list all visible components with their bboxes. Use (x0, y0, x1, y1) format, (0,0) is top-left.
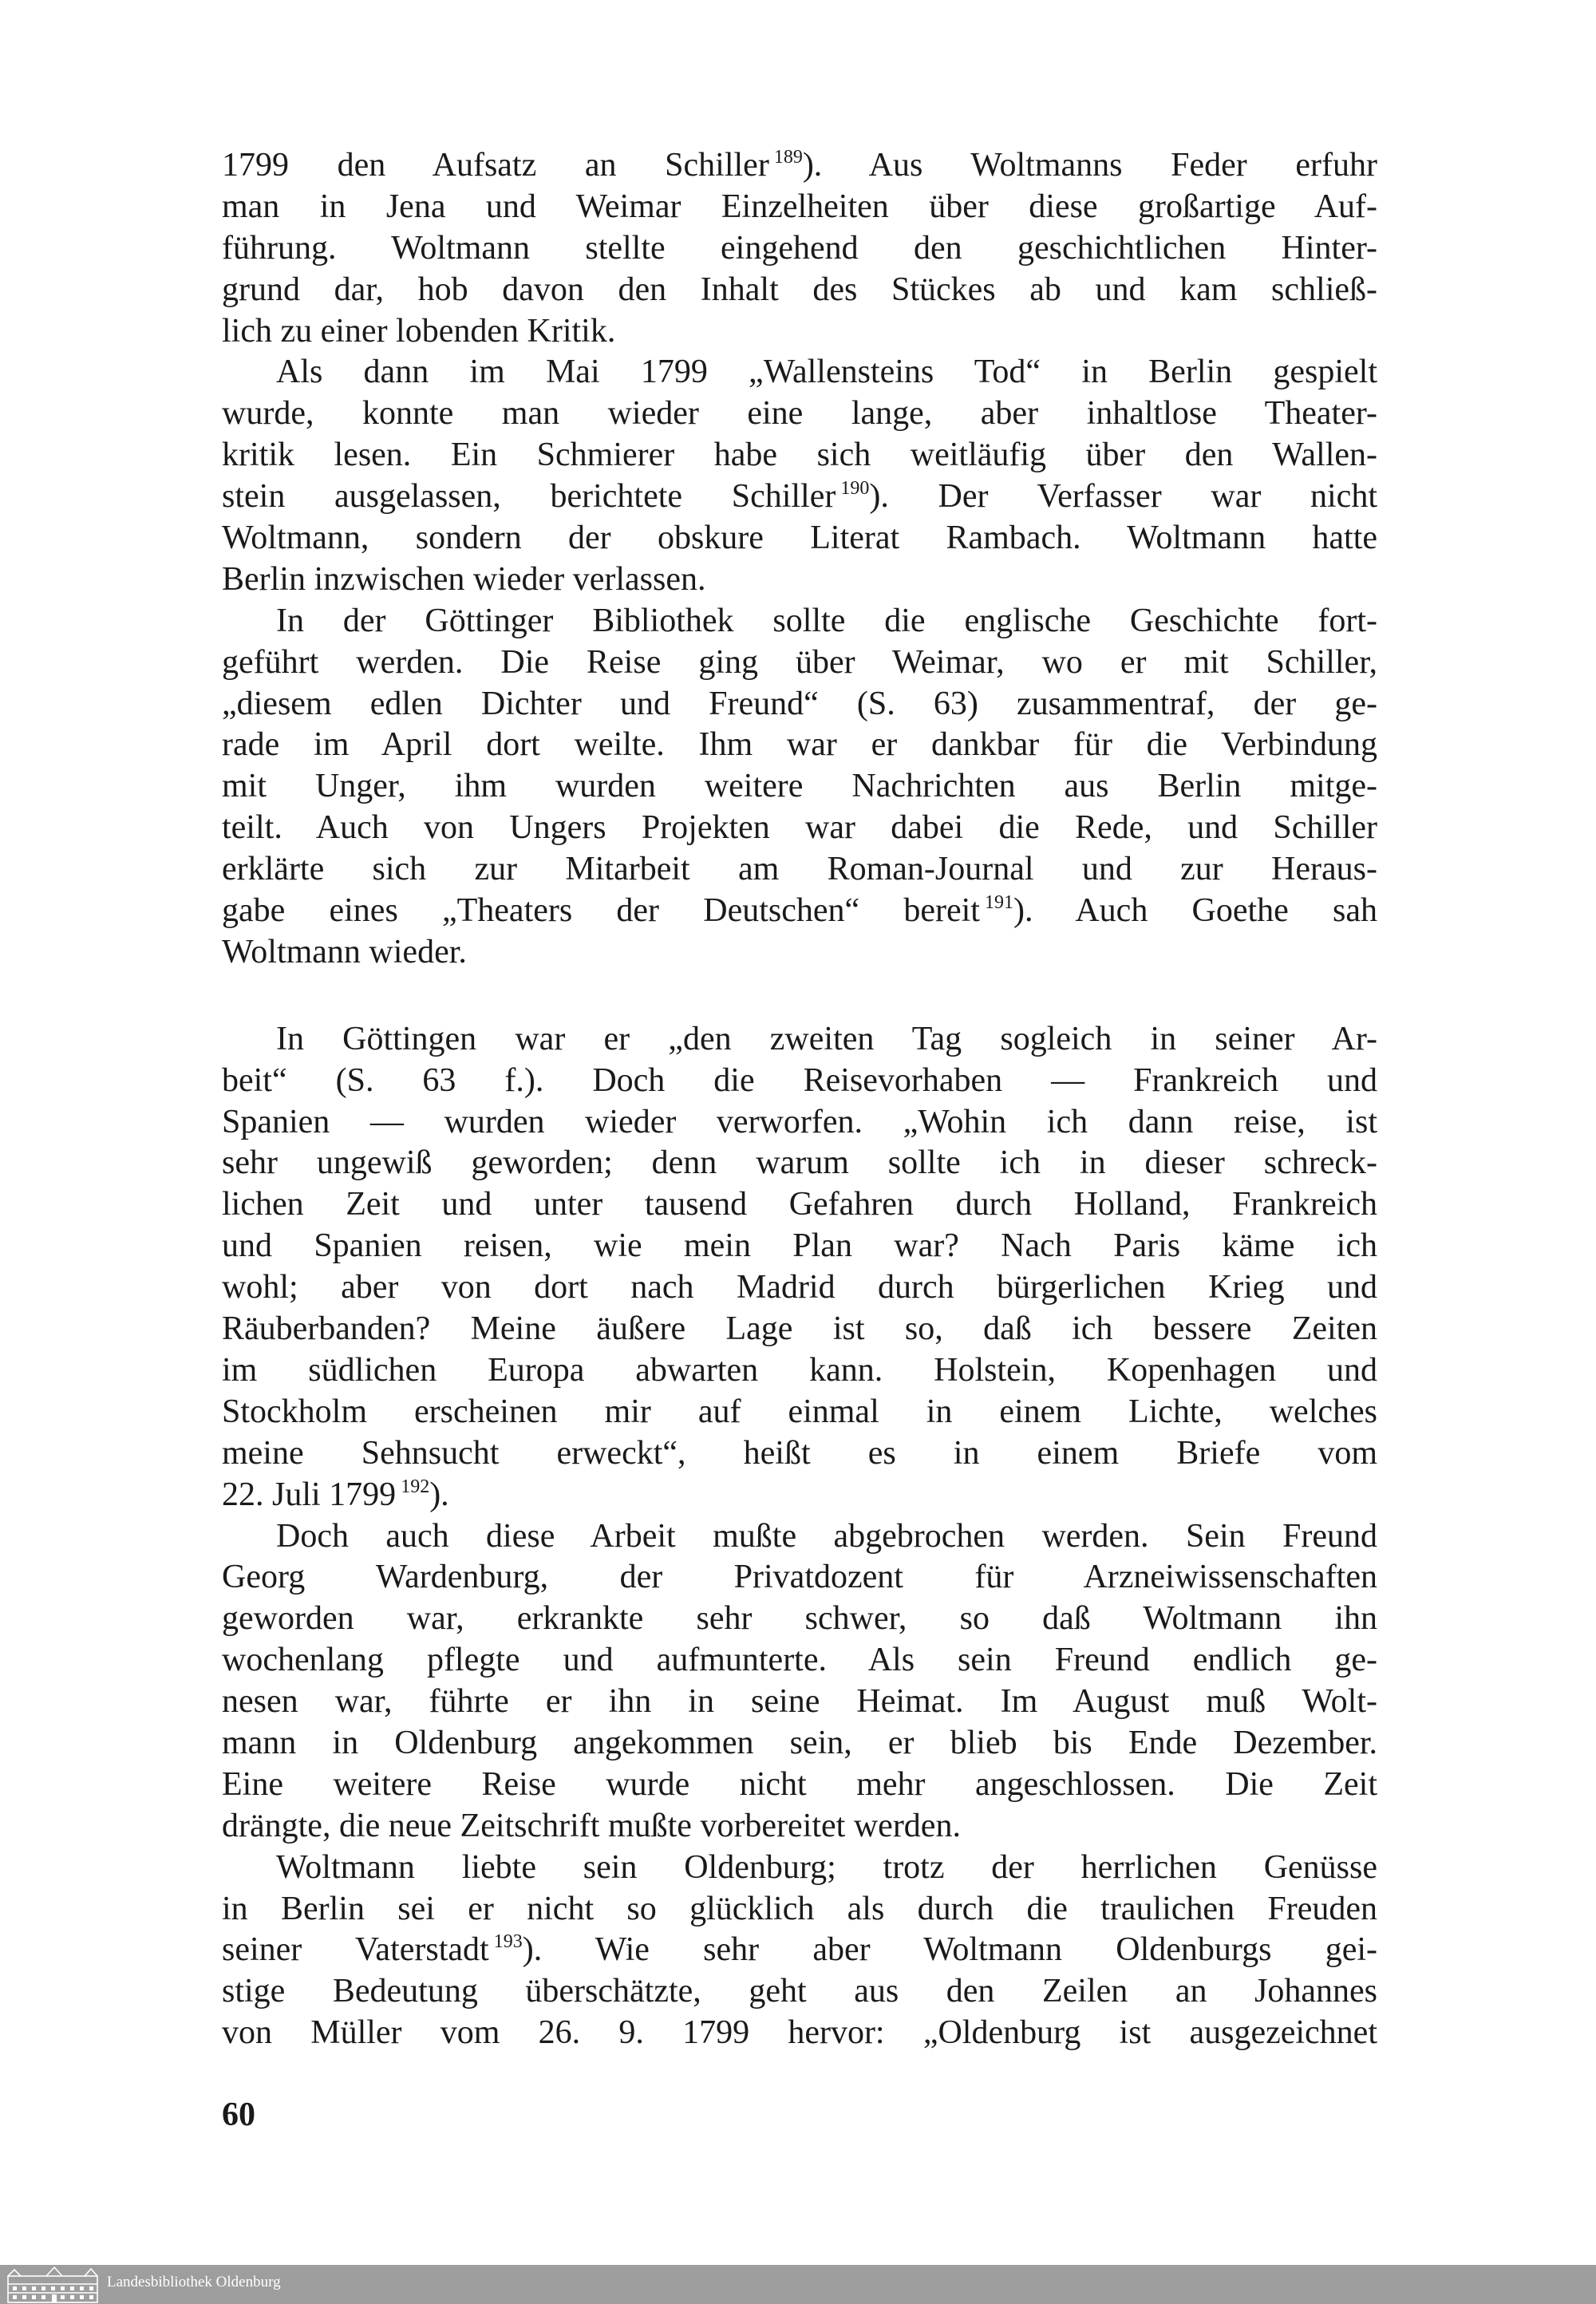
text-line (222, 476, 1377, 518)
text-line: wochenlang pflegte und aufmunterte. Als sein Freund endlich ge- (222, 1642, 1377, 1679)
line-text: seiner Vaterstadt (222, 1931, 489, 1969)
text-line: Woltmann wieder. (222, 933, 467, 970)
text-line: Räuberbanden? Meine äußere Lage ist so, daß ich bessere Zeiten (222, 1310, 1377, 1348)
text-line: lich zu einer lobenden Kritik. (222, 312, 616, 350)
library-name: Landesbibliothek Oldenburg (107, 2274, 281, 2290)
text-line: mann in Oldenburg angekommen sein, er blieb bis Ende Dezember. (222, 1724, 1377, 1761)
footnote-reference: 189 (773, 147, 803, 168)
text-line: und Spanien reisen, wie mein Plan war? Nach Paris käme ich (222, 1227, 1377, 1265)
text-line: Eine weitere Reise wurde nicht mehr angeschlossen. Die Zeit (222, 1765, 1377, 1803)
line-text: gabe eines „Theaters der Deutschen“ bereit (222, 892, 980, 930)
text-line: In Göttingen war er „den zweiten Tag sogleich in seiner Ar- (276, 1020, 1377, 1057)
text-line: „diesem edlen Dichter und Freund“ (S. 63) zusammentraf, der ge- (222, 685, 1377, 722)
text-line (222, 1475, 1377, 1516)
footer-bar (0, 2265, 1596, 2304)
text-line: geführt werden. Die Reise ging über Weimar, wo er mit Schiller, (222, 643, 1377, 681)
footnote-reference: 191 (984, 892, 1013, 914)
text-line: Berlin inzwischen wieder verlassen. (222, 560, 706, 598)
text-line: von Müller vom 26. 9. 1799 hervor: „Oldenburg ist ausgezeichnet (222, 2014, 1377, 2052)
text-line: stige Bedeutung überschätzte, geht aus den Zeilen an Johannes (222, 1973, 1377, 2010)
text-line: im südlichen Europa abwarten kann. Holstein, Kopenhagen und (222, 1351, 1377, 1389)
text-line: Woltmann liebte sein Oldenburg; trotz der herrlichen Genüsse (276, 1848, 1377, 1886)
text-line: Als dann im Mai 1799 „Wallensteins Tod“ in Berlin gespielt (276, 354, 1377, 391)
text-line: Spanien — wurden wieder verworfen. „Wohin ich dann reise, ist (222, 1103, 1377, 1140)
text-line: mit Unger, ihm wurden weitere Nachrichten aus Berlin mitge- (222, 768, 1377, 805)
line-text: 1799 den Aufsatz an Schiller (222, 147, 769, 184)
text-line (222, 1930, 1377, 1971)
text-line: kritik lesen. Ein Schmierer habe sich weitläufig über den Wallen- (222, 437, 1377, 474)
text-line: rade im April dort weilte. Ihm war er dankbar für die Verbindung (222, 726, 1377, 764)
footnote-reference: 190 (840, 478, 870, 500)
paragraph (222, 352, 1377, 600)
text-line (222, 891, 1377, 932)
text-line: grund dar, hob davon den Inhalt des Stückes ab und kam schließ- (222, 271, 1377, 308)
footnote-reference: 192 (401, 1476, 430, 1497)
paragraph (222, 1019, 1377, 1516)
line-text: 22. Juli 1799 (222, 1476, 397, 1513)
text-line: geworden war, erkrankte sehr schwer, so daß Woltmann ihn (222, 1600, 1377, 1638)
line-text: ). (429, 1476, 449, 1513)
text-line: In der Göttinger Bibliothek sollte die englische Geschichte fort- (276, 602, 1377, 639)
text-line: beit“ (S. 63 f.). Doch die Reisevorhaben — Frankreich und (222, 1061, 1377, 1099)
paragraph (222, 1848, 1377, 2054)
line-text: ). Auch Goethe sah (1013, 892, 1377, 930)
paragraph (222, 1516, 1377, 1848)
line-text: stein ausgelassen, berichtete Schiller (222, 478, 836, 516)
paragraph (222, 601, 1377, 974)
text-line: lichen Zeit und unter tausend Gefahren durch Holland, Frankreich (222, 1186, 1377, 1223)
text-line: sehr ungewiß geworden; denn warum sollte ich in dieser schreck- (222, 1144, 1377, 1182)
text-line: erklärte sich zur Mitarbeit am Roman-Journal und zur Heraus- (222, 851, 1377, 888)
line-text: ). Wie sehr aber Woltmann Oldenburgs gei- (522, 1931, 1378, 1969)
line-text: ). Aus Woltmanns Feder erfuhr (802, 147, 1377, 184)
text-line: nesen war, führte er ihn in seine Heimat. Im August muß Wolt- (222, 1683, 1377, 1721)
text-line: Stockholm erscheinen mir auf einmal in einem Lichte, welches (222, 1393, 1377, 1430)
text-line: in Berlin sei er nicht so glücklich als durch die traulichen Freuden (222, 1890, 1377, 1927)
line-text: ). Der Verfasser war nicht (869, 478, 1377, 516)
text-line: Woltmann, sondern der obskure Literat Rambach. Woltmann hatte (222, 520, 1377, 557)
text-line: man in Jena und Weimar Einzelheiten über diese großartige Auf- (222, 188, 1377, 225)
text-line (222, 145, 1377, 187)
body-text (222, 145, 1377, 2054)
paragraph (222, 145, 1377, 352)
library-building-icon (6, 2266, 99, 2303)
text-line: Doch auch diese Arbeit mußte abgebrochen werden. Sein Freund (276, 1517, 1377, 1555)
text-line: drängte, die neue Zeitschrift mußte vorbereitet werden. (222, 1807, 961, 1844)
text-line: führung. Woltmann stellte eingehend den geschichtlichen Hinter- (222, 229, 1377, 267)
text-line: wohl; aber von dort nach Madrid durch bürgerlichen Krieg und (222, 1269, 1377, 1306)
footnote-reference: 193 (493, 1931, 523, 1953)
text-line: teilt. Auch von Ungers Projekten war dabei die Rede, und Schiller (222, 809, 1377, 847)
text-line: wurde, konnte man wieder eine lange, aber inhaltlose Theater- (222, 395, 1377, 433)
text-line: Georg Wardenburg, der Privatdozent für Arzneiwissenschaften (222, 1559, 1377, 1596)
page-number: 60 (222, 2097, 255, 2133)
text-line: meine Sehnsucht erweckt“, heißt es in einem Briefe vom (222, 1434, 1377, 1472)
